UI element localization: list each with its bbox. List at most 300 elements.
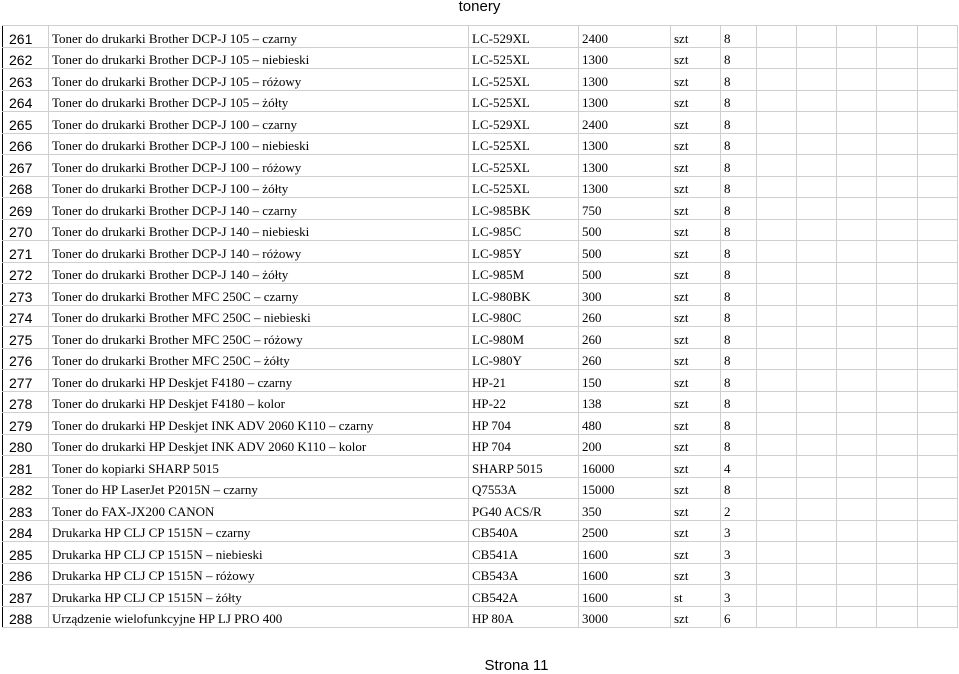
empty-cell xyxy=(797,563,837,585)
empty-cell xyxy=(918,90,958,112)
row-number: 287 xyxy=(3,585,49,607)
empty-cell xyxy=(877,456,918,478)
item-unit: szt xyxy=(671,133,721,155)
row-number: 263 xyxy=(3,69,49,91)
empty-cell xyxy=(877,434,918,456)
empty-cell xyxy=(918,585,958,607)
table-row xyxy=(3,262,958,284)
item-yield: 480 xyxy=(579,413,671,435)
empty-cell xyxy=(837,198,877,220)
empty-cell xyxy=(757,542,797,564)
row-number: 284 xyxy=(3,520,49,542)
empty-cell xyxy=(918,563,958,585)
item-code: LC-985Y xyxy=(469,241,579,263)
item-quantity: 8 xyxy=(721,47,757,69)
item-yield: 260 xyxy=(579,348,671,370)
row-number: 280 xyxy=(3,434,49,456)
item-yield: 16000 xyxy=(579,456,671,478)
item-quantity: 8 xyxy=(721,348,757,370)
table-row xyxy=(3,198,958,220)
row-number: 275 xyxy=(3,327,49,349)
empty-cell xyxy=(877,133,918,155)
empty-cell xyxy=(918,305,958,327)
empty-cell xyxy=(797,284,837,306)
table-row xyxy=(3,348,958,370)
sheet-title: tonery xyxy=(458,0,501,15)
empty-cell xyxy=(797,434,837,456)
item-unit: szt xyxy=(671,90,721,112)
item-yield: 1300 xyxy=(579,155,671,177)
empty-cell xyxy=(797,241,837,263)
empty-cell xyxy=(877,155,918,177)
item-quantity: 3 xyxy=(721,520,757,542)
table-row xyxy=(3,241,958,263)
item-quantity: 8 xyxy=(721,198,757,220)
item-unit: szt xyxy=(671,241,721,263)
empty-cell xyxy=(877,305,918,327)
item-unit: szt xyxy=(671,26,721,48)
item-quantity: 2 xyxy=(721,499,757,521)
item-yield: 15000 xyxy=(579,477,671,499)
empty-cell xyxy=(837,155,877,177)
empty-cell xyxy=(877,348,918,370)
item-quantity: 8 xyxy=(721,284,757,306)
empty-cell xyxy=(918,413,958,435)
item-unit: szt xyxy=(671,434,721,456)
table-row xyxy=(3,112,958,134)
item-code: PG40 ACS/R xyxy=(469,499,579,521)
empty-cell xyxy=(757,456,797,478)
page-footer: Strona 11 xyxy=(484,657,549,674)
empty-cell xyxy=(837,284,877,306)
item-yield: 3000 xyxy=(579,606,671,628)
item-code: LC-985M xyxy=(469,262,579,284)
item-description: Drukarka HP CLJ CP 1515N – niebieski xyxy=(49,542,469,564)
table-row xyxy=(3,585,958,607)
item-code: LC-985C xyxy=(469,219,579,241)
item-code: CB540A xyxy=(469,520,579,542)
empty-cell xyxy=(797,477,837,499)
table-row xyxy=(3,133,958,155)
item-unit: szt xyxy=(671,499,721,521)
empty-cell xyxy=(918,219,958,241)
empty-cell xyxy=(797,26,837,48)
item-description: Toner do drukarki Brother DCP-J 140 – czarny xyxy=(49,198,469,220)
table-row xyxy=(3,520,958,542)
row-number: 276 xyxy=(3,348,49,370)
empty-cell xyxy=(918,542,958,564)
row-number: 264 xyxy=(3,90,49,112)
empty-cell xyxy=(918,133,958,155)
item-unit: szt xyxy=(671,47,721,69)
row-number: 277 xyxy=(3,370,49,392)
empty-cell xyxy=(797,520,837,542)
empty-cell xyxy=(757,112,797,134)
table-row xyxy=(3,563,958,585)
empty-cell xyxy=(877,112,918,134)
empty-cell xyxy=(757,47,797,69)
item-code: LC-529XL xyxy=(469,26,579,48)
empty-cell xyxy=(797,391,837,413)
empty-cell xyxy=(757,606,797,628)
empty-cell xyxy=(757,219,797,241)
empty-cell xyxy=(877,391,918,413)
table-row xyxy=(3,477,958,499)
empty-cell xyxy=(918,198,958,220)
table-body xyxy=(3,26,958,628)
row-number: 271 xyxy=(3,241,49,263)
row-number: 270 xyxy=(3,219,49,241)
table-row xyxy=(3,47,958,69)
empty-cell xyxy=(797,585,837,607)
empty-cell xyxy=(837,241,877,263)
empty-cell xyxy=(757,262,797,284)
empty-cell xyxy=(757,520,797,542)
item-quantity: 8 xyxy=(721,176,757,198)
table-row xyxy=(3,370,958,392)
empty-cell xyxy=(797,112,837,134)
table-row xyxy=(3,26,958,48)
item-description: Toner do kopiarki SHARP 5015 xyxy=(49,456,469,478)
empty-cell xyxy=(918,327,958,349)
table-row xyxy=(3,434,958,456)
empty-cell xyxy=(797,198,837,220)
row-number: 278 xyxy=(3,391,49,413)
item-quantity: 8 xyxy=(721,69,757,91)
item-yield: 500 xyxy=(579,262,671,284)
table-row xyxy=(3,456,958,478)
item-code: SHARP 5015 xyxy=(469,456,579,478)
empty-cell xyxy=(797,176,837,198)
item-code: LC-525XL xyxy=(469,69,579,91)
empty-cell xyxy=(837,26,877,48)
item-quantity: 8 xyxy=(721,26,757,48)
empty-cell xyxy=(797,370,837,392)
row-number: 273 xyxy=(3,284,49,306)
item-description: Toner do drukarki HP Deskjet INK ADV 2060 K110 – czarny xyxy=(49,413,469,435)
row-number: 285 xyxy=(3,542,49,564)
empty-cell xyxy=(757,413,797,435)
item-yield: 2400 xyxy=(579,26,671,48)
empty-cell xyxy=(757,90,797,112)
table-row xyxy=(3,542,958,564)
item-code: LC-525XL xyxy=(469,176,579,198)
item-unit: szt xyxy=(671,305,721,327)
item-code: LC-525XL xyxy=(469,155,579,177)
item-code: CB543A xyxy=(469,563,579,585)
item-unit: szt xyxy=(671,219,721,241)
item-quantity: 8 xyxy=(721,370,757,392)
empty-cell xyxy=(797,327,837,349)
item-yield: 750 xyxy=(579,198,671,220)
empty-cell xyxy=(918,520,958,542)
item-quantity: 8 xyxy=(721,112,757,134)
item-unit: szt xyxy=(671,69,721,91)
empty-cell xyxy=(877,563,918,585)
item-quantity: 4 xyxy=(721,456,757,478)
empty-cell xyxy=(877,499,918,521)
item-quantity: 6 xyxy=(721,606,757,628)
item-code: Q7553A xyxy=(469,477,579,499)
empty-cell xyxy=(757,284,797,306)
empty-cell xyxy=(837,305,877,327)
empty-cell xyxy=(837,585,877,607)
item-description: Toner do drukarki Brother DCP-J 105 – żółty xyxy=(49,90,469,112)
empty-cell xyxy=(837,434,877,456)
empty-cell xyxy=(877,284,918,306)
empty-cell xyxy=(918,47,958,69)
item-quantity: 8 xyxy=(721,262,757,284)
empty-cell xyxy=(918,499,958,521)
empty-cell xyxy=(918,241,958,263)
row-number: 282 xyxy=(3,477,49,499)
item-unit: szt xyxy=(671,262,721,284)
table-row xyxy=(3,284,958,306)
table-row xyxy=(3,391,958,413)
item-code: HP-22 xyxy=(469,391,579,413)
empty-cell xyxy=(918,434,958,456)
empty-cell xyxy=(877,370,918,392)
empty-cell xyxy=(918,262,958,284)
empty-cell xyxy=(797,413,837,435)
item-unit: szt xyxy=(671,370,721,392)
empty-cell xyxy=(877,413,918,435)
empty-cell xyxy=(877,90,918,112)
table-row xyxy=(3,327,958,349)
item-unit: szt xyxy=(671,112,721,134)
item-unit: szt xyxy=(671,198,721,220)
empty-cell xyxy=(837,47,877,69)
empty-cell xyxy=(877,542,918,564)
empty-cell xyxy=(918,606,958,628)
item-code: HP 704 xyxy=(469,413,579,435)
empty-cell xyxy=(837,176,877,198)
item-unit: szt xyxy=(671,327,721,349)
table-row xyxy=(3,176,958,198)
item-quantity: 8 xyxy=(721,90,757,112)
item-yield: 300 xyxy=(579,284,671,306)
item-yield: 1600 xyxy=(579,542,671,564)
empty-cell xyxy=(797,262,837,284)
empty-cell xyxy=(877,198,918,220)
row-number: 266 xyxy=(3,133,49,155)
item-yield: 1300 xyxy=(579,176,671,198)
empty-cell xyxy=(757,69,797,91)
item-description: Drukarka HP CLJ CP 1515N – różowy xyxy=(49,563,469,585)
item-yield: 138 xyxy=(579,391,671,413)
item-quantity: 3 xyxy=(721,585,757,607)
empty-cell xyxy=(757,434,797,456)
row-number: 274 xyxy=(3,305,49,327)
empty-cell xyxy=(757,499,797,521)
item-description: Toner do drukarki Brother DCP-J 100 – różowy xyxy=(49,155,469,177)
toner-table xyxy=(2,25,958,628)
item-description: Toner do HP LaserJet P2015N – czarny xyxy=(49,477,469,499)
item-description: Drukarka HP CLJ CP 1515N – czarny xyxy=(49,520,469,542)
empty-cell xyxy=(757,391,797,413)
row-number: 281 xyxy=(3,456,49,478)
item-yield: 260 xyxy=(579,327,671,349)
empty-cell xyxy=(797,69,837,91)
item-description: Toner do drukarki Brother MFC 250C – żółty xyxy=(49,348,469,370)
empty-cell xyxy=(757,241,797,263)
item-description: Toner do drukarki Brother DCP-J 140 – żółty xyxy=(49,262,469,284)
empty-cell xyxy=(877,585,918,607)
empty-cell xyxy=(797,499,837,521)
empty-cell xyxy=(877,327,918,349)
item-unit: szt xyxy=(671,413,721,435)
item-yield: 260 xyxy=(579,305,671,327)
empty-cell xyxy=(757,198,797,220)
row-number: 261 xyxy=(3,26,49,48)
item-code: LC-980C xyxy=(469,305,579,327)
item-code: LC-980Y xyxy=(469,348,579,370)
item-description: Toner do drukarki HP Deskjet INK ADV 2060 K110 – kolor xyxy=(49,434,469,456)
empty-cell xyxy=(837,90,877,112)
empty-cell xyxy=(757,477,797,499)
empty-cell xyxy=(757,327,797,349)
empty-cell xyxy=(877,241,918,263)
item-unit: szt xyxy=(671,348,721,370)
empty-cell xyxy=(918,155,958,177)
row-number: 272 xyxy=(3,262,49,284)
empty-cell xyxy=(918,176,958,198)
empty-cell xyxy=(877,606,918,628)
item-quantity: 8 xyxy=(721,133,757,155)
empty-cell xyxy=(918,284,958,306)
empty-cell xyxy=(837,112,877,134)
item-code: LC-525XL xyxy=(469,90,579,112)
item-description: Toner do drukarki Brother DCP-J 100 – czarny xyxy=(49,112,469,134)
empty-cell xyxy=(757,155,797,177)
empty-cell xyxy=(797,305,837,327)
item-yield: 1300 xyxy=(579,47,671,69)
empty-cell xyxy=(797,155,837,177)
item-description: Toner do drukarki Brother DCP-J 100 – niebieski xyxy=(49,133,469,155)
empty-cell xyxy=(757,26,797,48)
item-unit: st xyxy=(671,585,721,607)
item-yield: 350 xyxy=(579,499,671,521)
item-description: Drukarka HP CLJ CP 1515N – żółty xyxy=(49,585,469,607)
item-quantity: 8 xyxy=(721,477,757,499)
empty-cell xyxy=(918,69,958,91)
item-description: Toner do drukarki Brother MFC 250C – różowy xyxy=(49,327,469,349)
empty-cell xyxy=(877,262,918,284)
row-number: 279 xyxy=(3,413,49,435)
item-description: Toner do drukarki HP Deskjet F4180 – kolor xyxy=(49,391,469,413)
item-code: HP 80A xyxy=(469,606,579,628)
item-quantity: 8 xyxy=(721,155,757,177)
item-code: LC-525XL xyxy=(469,133,579,155)
item-quantity: 8 xyxy=(721,434,757,456)
item-yield: 200 xyxy=(579,434,671,456)
empty-cell xyxy=(757,305,797,327)
item-yield: 150 xyxy=(579,370,671,392)
empty-cell xyxy=(837,477,877,499)
empty-cell xyxy=(837,413,877,435)
item-description: Toner do drukarki Brother DCP-J 140 – niebieski xyxy=(49,219,469,241)
item-unit: szt xyxy=(671,176,721,198)
empty-cell xyxy=(877,477,918,499)
item-yield: 500 xyxy=(579,241,671,263)
empty-cell xyxy=(757,176,797,198)
item-yield: 500 xyxy=(579,219,671,241)
empty-cell xyxy=(757,370,797,392)
item-quantity: 8 xyxy=(721,413,757,435)
row-number: 269 xyxy=(3,198,49,220)
item-quantity: 3 xyxy=(721,542,757,564)
row-number: 286 xyxy=(3,563,49,585)
item-code: CB542A xyxy=(469,585,579,607)
empty-cell xyxy=(918,348,958,370)
item-quantity: 8 xyxy=(721,327,757,349)
empty-cell xyxy=(797,542,837,564)
empty-cell xyxy=(837,520,877,542)
table-row xyxy=(3,606,958,628)
item-description: Toner do FAX-JX200 CANON xyxy=(49,499,469,521)
empty-cell xyxy=(918,26,958,48)
item-code: CB541A xyxy=(469,542,579,564)
item-quantity: 8 xyxy=(721,305,757,327)
item-description: Toner do drukarki Brother MFC 250C – czarny xyxy=(49,284,469,306)
empty-cell xyxy=(797,606,837,628)
item-code: LC-980M xyxy=(469,327,579,349)
empty-cell xyxy=(918,391,958,413)
empty-cell xyxy=(837,542,877,564)
item-description: Toner do drukarki Brother DCP-J 105 – niebieski xyxy=(49,47,469,69)
item-description: Toner do drukarki Brother DCP-J 100 – żółty xyxy=(49,176,469,198)
item-unit: szt xyxy=(671,391,721,413)
empty-cell xyxy=(797,348,837,370)
item-code: LC-985BK xyxy=(469,198,579,220)
row-number: 265 xyxy=(3,112,49,134)
table-row xyxy=(3,305,958,327)
item-description: Urządzenie wielofunkcyjne HP LJ PRO 400 xyxy=(49,606,469,628)
item-description: Toner do drukarki Brother MFC 250C – niebieski xyxy=(49,305,469,327)
empty-cell xyxy=(757,563,797,585)
empty-cell xyxy=(877,176,918,198)
item-code: LC-980BK xyxy=(469,284,579,306)
row-number: 262 xyxy=(3,47,49,69)
item-yield: 1600 xyxy=(579,585,671,607)
empty-cell xyxy=(797,47,837,69)
empty-cell xyxy=(837,327,877,349)
empty-cell xyxy=(837,499,877,521)
item-quantity: 8 xyxy=(721,241,757,263)
item-yield: 2500 xyxy=(579,520,671,542)
table-row xyxy=(3,155,958,177)
item-description: Toner do drukarki Brother DCP-J 140 – różowy xyxy=(49,241,469,263)
table-row xyxy=(3,69,958,91)
table-row xyxy=(3,219,958,241)
empty-cell xyxy=(918,456,958,478)
item-code: HP-21 xyxy=(469,370,579,392)
item-description: Toner do drukarki Brother DCP-J 105 – czarny xyxy=(49,26,469,48)
empty-cell xyxy=(837,348,877,370)
item-quantity: 8 xyxy=(721,391,757,413)
item-yield: 1600 xyxy=(579,563,671,585)
item-yield: 2400 xyxy=(579,112,671,134)
item-yield: 1300 xyxy=(579,90,671,112)
item-unit: szt xyxy=(671,477,721,499)
table-row xyxy=(3,90,958,112)
empty-cell xyxy=(757,133,797,155)
empty-cell xyxy=(797,219,837,241)
row-number: 288 xyxy=(3,606,49,628)
empty-cell xyxy=(877,520,918,542)
empty-cell xyxy=(797,90,837,112)
item-unit: szt xyxy=(671,542,721,564)
